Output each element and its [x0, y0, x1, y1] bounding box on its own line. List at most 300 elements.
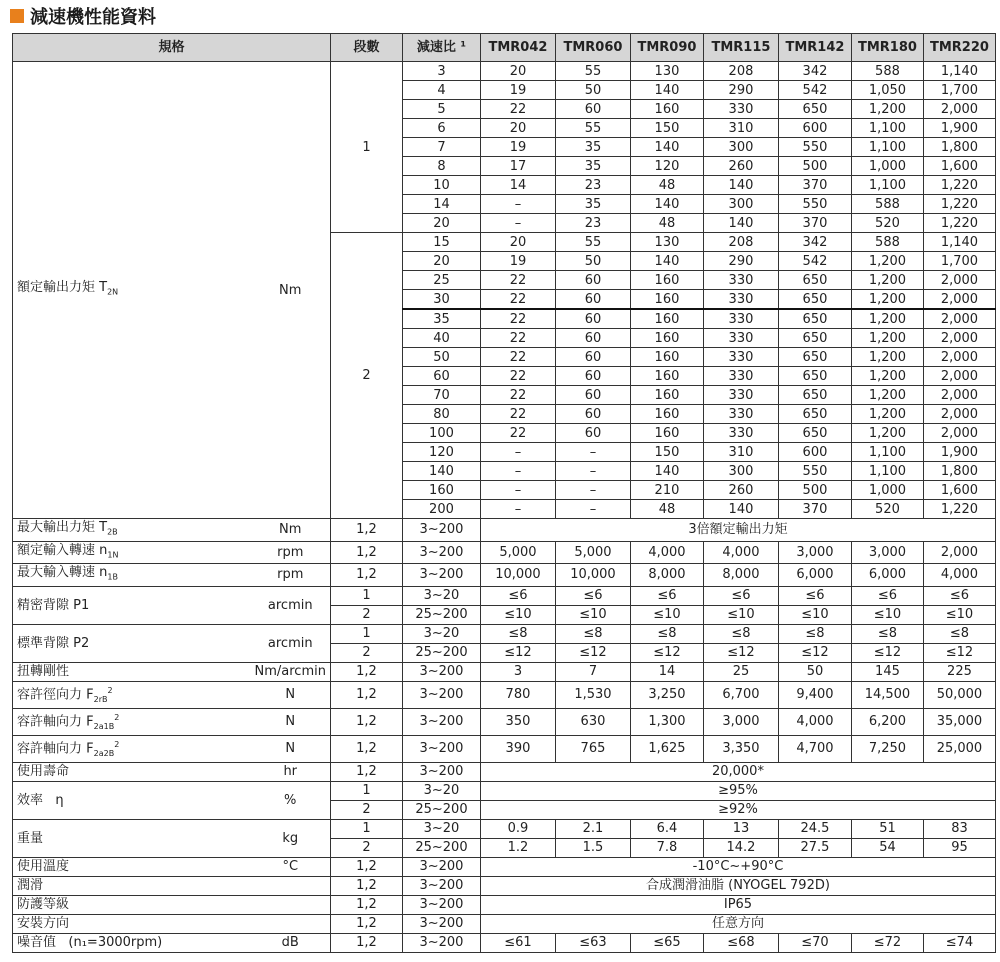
value-cell: 550 [778, 195, 851, 214]
value-cell: 1,200 [851, 386, 923, 405]
value-cell: 95 [923, 838, 995, 857]
value-cell: 1,200 [851, 271, 923, 290]
value-cell: 20 [480, 119, 555, 138]
value-cell: 25,000 [923, 735, 995, 762]
merged-value-cell: 3倍額定輸出力矩 [480, 519, 995, 542]
value-cell: ≤6 [923, 586, 995, 605]
stage-cell: 1,2 [330, 876, 402, 895]
value-cell: ≤10 [630, 605, 703, 624]
ratio-cell: 14 [402, 195, 480, 214]
value-cell: 6,000 [778, 564, 851, 587]
value-cell: 3,000 [778, 541, 851, 564]
value-cell: 22 [480, 100, 555, 119]
spec-label: 扭轉剛性 [13, 662, 251, 681]
value-cell: 2,000 [923, 348, 995, 367]
value-cell: 14,500 [851, 681, 923, 708]
value-cell: 20 [480, 233, 555, 252]
stage-cell: 2 [330, 800, 402, 819]
value-cell: 330 [703, 367, 778, 386]
ratio-cell: 3 [402, 62, 480, 81]
value-cell: 6,000 [851, 564, 923, 587]
value-cell: 22 [480, 348, 555, 367]
value-cell: 330 [703, 424, 778, 443]
value-cell: 1,100 [851, 138, 923, 157]
value-cell: 1,900 [923, 443, 995, 462]
ratio-cell: 3~200 [402, 708, 480, 735]
ratio-cell: 3~200 [402, 681, 480, 708]
value-cell: ≤12 [778, 643, 851, 662]
stage-cell: 1,2 [330, 895, 402, 914]
page-title-text: 減速機性能資料 [30, 7, 156, 28]
ratio-cell: 50 [402, 348, 480, 367]
value-cell: 650 [778, 329, 851, 348]
spec-label: 容許軸向力 $F_{2a2B}^2$ [13, 735, 251, 762]
value-cell: 208 [703, 62, 778, 81]
value-cell: 17 [480, 157, 555, 176]
ratio-cell: 70 [402, 386, 480, 405]
value-cell: 1,140 [923, 233, 995, 252]
value-cell: 22 [480, 367, 555, 386]
value-cell: 35 [555, 138, 630, 157]
value-cell: 210 [630, 481, 703, 500]
value-cell: 23 [555, 214, 630, 233]
stage-cell: 1 [330, 781, 402, 800]
value-cell: 1,000 [851, 157, 923, 176]
value-cell: 14.2 [703, 838, 778, 857]
value-cell: 650 [778, 424, 851, 443]
value-cell: 60 [555, 329, 630, 348]
value-cell: 260 [703, 157, 778, 176]
spec-unit: arcmin [251, 624, 331, 662]
value-cell: 3,000 [703, 708, 778, 735]
value-cell: 2,000 [923, 405, 995, 424]
value-cell: ≤70 [778, 933, 851, 952]
spec-label: 防護等級 [13, 895, 251, 914]
header-model: TMR060 [555, 34, 630, 62]
value-cell: ≤6 [480, 586, 555, 605]
stage-cell: 2 [330, 605, 402, 624]
value-cell: 55 [555, 119, 630, 138]
value-cell: 35 [555, 195, 630, 214]
ratio-cell: 25~200 [402, 838, 480, 857]
value-cell: ≤6 [778, 586, 851, 605]
value-cell: 50 [555, 252, 630, 271]
spec-unit [251, 876, 331, 895]
header-stage: 段數 [330, 34, 402, 62]
stage-cell: 1,2 [330, 735, 402, 762]
value-cell: 140 [703, 176, 778, 195]
spec-unit [251, 895, 331, 914]
value-cell: 150 [630, 443, 703, 462]
value-cell: 4,000 [923, 564, 995, 587]
value-cell: 140 [630, 462, 703, 481]
merged-value-cell: 合成潤滑油脂 (NYOGEL 792D) [480, 876, 995, 895]
spec-label: 精密背隙 P1 [13, 586, 251, 624]
value-cell: ≤8 [851, 624, 923, 643]
value-cell: ≤6 [703, 586, 778, 605]
value-cell: 2,000 [923, 100, 995, 119]
value-cell: 5,000 [480, 541, 555, 564]
value-cell: 208 [703, 233, 778, 252]
value-cell: 22 [480, 271, 555, 290]
value-cell: ≤63 [555, 933, 630, 952]
table-row [13, 662, 996, 681]
spec-label: 噪音值 (n₁=3000rpm) [13, 933, 251, 952]
value-cell: 2,000 [923, 386, 995, 405]
value-cell: ≤12 [555, 643, 630, 662]
value-cell: 3 [480, 662, 555, 681]
value-cell: – [555, 443, 630, 462]
value-cell: 35,000 [923, 708, 995, 735]
header-model: TMR090 [630, 34, 703, 62]
ratio-cell: 4 [402, 81, 480, 100]
spec-unit: °C [251, 857, 331, 876]
stage-cell: 1 [330, 819, 402, 838]
value-cell: ≤8 [480, 624, 555, 643]
value-cell: 160 [630, 405, 703, 424]
header-model: TMR115 [703, 34, 778, 62]
subscript: 1B [107, 572, 118, 582]
stage-cell: 1,2 [330, 857, 402, 876]
value-cell: 650 [778, 309, 851, 329]
value-cell: ≤10 [703, 605, 778, 624]
value-cell: 55 [555, 62, 630, 81]
subscript: 2B [107, 527, 118, 537]
value-cell: 650 [778, 348, 851, 367]
merged-value-cell: IP65 [480, 895, 995, 914]
value-cell: 20 [480, 62, 555, 81]
subscript: 2rB [93, 694, 108, 704]
ratio-cell: 3~20 [402, 781, 480, 800]
value-cell: 650 [778, 386, 851, 405]
value-cell: 550 [778, 462, 851, 481]
value-cell: 1,530 [555, 681, 630, 708]
value-cell: 2,000 [923, 329, 995, 348]
spec-label: 額定輸出力矩 $T_{2N}$ [13, 62, 251, 519]
value-cell: 290 [703, 252, 778, 271]
superscript: 2 [107, 685, 113, 695]
value-cell: 588 [851, 62, 923, 81]
value-cell: 310 [703, 119, 778, 138]
value-cell: ≤10 [555, 605, 630, 624]
value-cell: – [555, 481, 630, 500]
value-cell: 330 [703, 290, 778, 310]
value-cell: 2,000 [923, 367, 995, 386]
value-cell: 342 [778, 233, 851, 252]
value-cell: 160 [630, 271, 703, 290]
ratio-cell: 3~200 [402, 933, 480, 952]
value-cell: 1,140 [923, 62, 995, 81]
value-cell: 60 [555, 100, 630, 119]
ratio-cell: 3~200 [402, 895, 480, 914]
value-cell: ≤10 [778, 605, 851, 624]
stage-cell: 1,2 [330, 681, 402, 708]
value-cell: 22 [480, 290, 555, 310]
value-cell: ≤12 [923, 643, 995, 662]
value-cell: – [480, 481, 555, 500]
value-cell: 10,000 [480, 564, 555, 587]
value-cell: 370 [778, 500, 851, 519]
ratio-cell: 160 [402, 481, 480, 500]
value-cell: 330 [703, 405, 778, 424]
value-cell: 4,000 [703, 541, 778, 564]
value-cell: ≤12 [480, 643, 555, 662]
value-cell: 1,100 [851, 462, 923, 481]
value-cell: 2,000 [923, 309, 995, 329]
ratio-cell: 15 [402, 233, 480, 252]
value-cell: 6,200 [851, 708, 923, 735]
value-cell: 5,000 [555, 541, 630, 564]
value-cell: – [480, 462, 555, 481]
value-cell: 520 [851, 500, 923, 519]
value-cell: 550 [778, 138, 851, 157]
table-row [13, 708, 996, 735]
value-cell: 1,050 [851, 81, 923, 100]
value-cell: 1,200 [851, 348, 923, 367]
spec-label: 潤滑 [13, 876, 251, 895]
value-cell: 6,700 [703, 681, 778, 708]
value-cell: 160 [630, 329, 703, 348]
spec-label: 安裝方向 [13, 914, 251, 933]
table-row [13, 735, 996, 762]
header-model: TMR220 [923, 34, 995, 62]
ratio-cell: 3~200 [402, 662, 480, 681]
stage-cell: 1 [330, 624, 402, 643]
value-cell: 765 [555, 735, 630, 762]
value-cell: 60 [555, 290, 630, 310]
ratio-cell: 3~200 [402, 914, 480, 933]
value-cell: 225 [923, 662, 995, 681]
header-spec: 規格 [13, 34, 331, 62]
value-cell: ≤12 [703, 643, 778, 662]
table-row [13, 681, 996, 708]
value-cell: 27.5 [778, 838, 851, 857]
stage-cell: 2 [330, 838, 402, 857]
stage-cell: 1,2 [330, 541, 402, 564]
value-cell: – [480, 500, 555, 519]
value-cell: 2,000 [923, 424, 995, 443]
value-cell: 140 [703, 500, 778, 519]
value-cell: 60 [555, 424, 630, 443]
ratio-cell: 60 [402, 367, 480, 386]
stage-cell: 2 [330, 233, 402, 519]
value-cell: 330 [703, 100, 778, 119]
stage-cell: 1,2 [330, 708, 402, 735]
value-cell: 60 [555, 348, 630, 367]
value-cell: 4,000 [778, 708, 851, 735]
ratio-cell: 3~200 [402, 564, 480, 587]
stage-cell: 1,2 [330, 762, 402, 781]
value-cell: 23 [555, 176, 630, 195]
value-cell: ≤8 [778, 624, 851, 643]
value-cell: 600 [778, 119, 851, 138]
table-row [13, 586, 996, 605]
value-cell: 390 [480, 735, 555, 762]
value-cell: 4,700 [778, 735, 851, 762]
value-cell: 55 [555, 233, 630, 252]
stage-cell: 1,2 [330, 564, 402, 587]
table-row [13, 762, 996, 781]
ratio-cell: 10 [402, 176, 480, 195]
value-cell: 330 [703, 309, 778, 329]
spec-unit: dB [251, 933, 331, 952]
value-cell: ≤61 [480, 933, 555, 952]
value-cell: 330 [703, 386, 778, 405]
header-model: TMR180 [851, 34, 923, 62]
spec-unit [251, 914, 331, 933]
spec-label: 容許軸向力 $F_{2a1B}^2$ [13, 708, 251, 735]
ratio-cell: 7 [402, 138, 480, 157]
value-cell: 140 [703, 214, 778, 233]
value-cell: 1,100 [851, 443, 923, 462]
merged-value-cell: 20,000* [480, 762, 995, 781]
ratio-cell: 3~200 [402, 519, 480, 542]
value-cell: 650 [778, 290, 851, 310]
value-cell: 60 [555, 367, 630, 386]
value-cell: ≤10 [923, 605, 995, 624]
value-cell: 145 [851, 662, 923, 681]
value-cell: 160 [630, 386, 703, 405]
value-cell: 1,100 [851, 119, 923, 138]
ratio-cell: 3~200 [402, 735, 480, 762]
value-cell: 48 [630, 176, 703, 195]
value-cell: 370 [778, 176, 851, 195]
table-row [13, 62, 996, 81]
value-cell: 1.5 [555, 838, 630, 857]
value-cell: 50,000 [923, 681, 995, 708]
value-cell: 500 [778, 481, 851, 500]
value-cell: 160 [630, 348, 703, 367]
value-cell: 60 [555, 405, 630, 424]
spec-label: 容許徑向力 $F_{2rB}^2$ [13, 681, 251, 708]
value-cell: 1,220 [923, 176, 995, 195]
spec-unit: arcmin [251, 586, 331, 624]
value-cell: 7.8 [630, 838, 703, 857]
merged-value-cell: -10°C~+90°C [480, 857, 995, 876]
value-cell: 330 [703, 271, 778, 290]
subscript: 1N [107, 550, 119, 560]
value-cell: 3,250 [630, 681, 703, 708]
ratio-cell: 3~200 [402, 762, 480, 781]
stage-cell: 1 [330, 62, 402, 233]
value-cell: 120 [630, 157, 703, 176]
value-cell: 2,000 [923, 541, 995, 564]
ratio-cell: 5 [402, 100, 480, 119]
value-cell: ≤65 [630, 933, 703, 952]
table-row [13, 914, 996, 933]
performance-table [12, 33, 996, 953]
table-row [13, 933, 996, 952]
ratio-cell: 80 [402, 405, 480, 424]
value-cell: 8,000 [630, 564, 703, 587]
spec-label: 使用溫度 [13, 857, 251, 876]
value-cell: 8,000 [703, 564, 778, 587]
value-cell: 14 [630, 662, 703, 681]
value-cell: 330 [703, 329, 778, 348]
value-cell: 1,200 [851, 309, 923, 329]
value-cell: 50 [778, 662, 851, 681]
stage-cell: 1,2 [330, 662, 402, 681]
value-cell: ≤10 [851, 605, 923, 624]
value-cell: 22 [480, 329, 555, 348]
value-cell: 1,900 [923, 119, 995, 138]
value-cell: – [555, 500, 630, 519]
spec-unit: rpm [251, 564, 331, 587]
value-cell: 48 [630, 500, 703, 519]
value-cell: 3,000 [851, 541, 923, 564]
value-cell: 1,220 [923, 500, 995, 519]
header-model: TMR142 [778, 34, 851, 62]
value-cell: 83 [923, 819, 995, 838]
spec-label: 最大輸入轉速 $n_{1B}$ [13, 564, 251, 587]
value-cell: 60 [555, 309, 630, 329]
value-cell: 260 [703, 481, 778, 500]
value-cell: 588 [851, 195, 923, 214]
value-cell: 14 [480, 176, 555, 195]
value-cell: 160 [630, 290, 703, 310]
value-cell: 342 [778, 62, 851, 81]
value-cell: 1,800 [923, 462, 995, 481]
spec-unit: N [251, 735, 331, 762]
value-cell: 310 [703, 443, 778, 462]
value-cell: 1,220 [923, 195, 995, 214]
value-cell: ≤10 [480, 605, 555, 624]
table-row [13, 895, 996, 914]
value-cell: 1,100 [851, 176, 923, 195]
value-cell: 160 [630, 309, 703, 329]
value-cell: 160 [630, 424, 703, 443]
value-cell: 350 [480, 708, 555, 735]
value-cell: 1,200 [851, 424, 923, 443]
value-cell: 1.2 [480, 838, 555, 857]
value-cell: ≤8 [923, 624, 995, 643]
ratio-cell: 200 [402, 500, 480, 519]
value-cell: 50 [555, 81, 630, 100]
value-cell: 140 [630, 252, 703, 271]
value-cell: ≤8 [630, 624, 703, 643]
value-cell: 130 [630, 233, 703, 252]
superscript: 2 [114, 712, 120, 722]
value-cell: ≤6 [851, 586, 923, 605]
value-cell: 0.9 [480, 819, 555, 838]
value-cell: 22 [480, 386, 555, 405]
ratio-cell: 3~20 [402, 819, 480, 838]
ratio-cell: 6 [402, 119, 480, 138]
value-cell: 1,200 [851, 100, 923, 119]
value-cell: 650 [778, 367, 851, 386]
value-cell: 500 [778, 157, 851, 176]
ratio-cell: 3~20 [402, 624, 480, 643]
value-cell: 1,700 [923, 81, 995, 100]
value-cell: ≤6 [630, 586, 703, 605]
table-row [13, 519, 996, 542]
value-cell: 19 [480, 252, 555, 271]
value-cell: 24.5 [778, 819, 851, 838]
spec-unit: Nm [251, 519, 331, 542]
value-cell: 1,200 [851, 290, 923, 310]
value-cell: 2,000 [923, 271, 995, 290]
value-cell: 1,625 [630, 735, 703, 762]
value-cell: 9,400 [778, 681, 851, 708]
value-cell: – [480, 195, 555, 214]
ratio-cell: 120 [402, 443, 480, 462]
spec-unit: N [251, 708, 331, 735]
value-cell: 51 [851, 819, 923, 838]
value-cell: 1,220 [923, 214, 995, 233]
value-cell: 22 [480, 309, 555, 329]
value-cell: 48 [630, 214, 703, 233]
ratio-cell: 40 [402, 329, 480, 348]
